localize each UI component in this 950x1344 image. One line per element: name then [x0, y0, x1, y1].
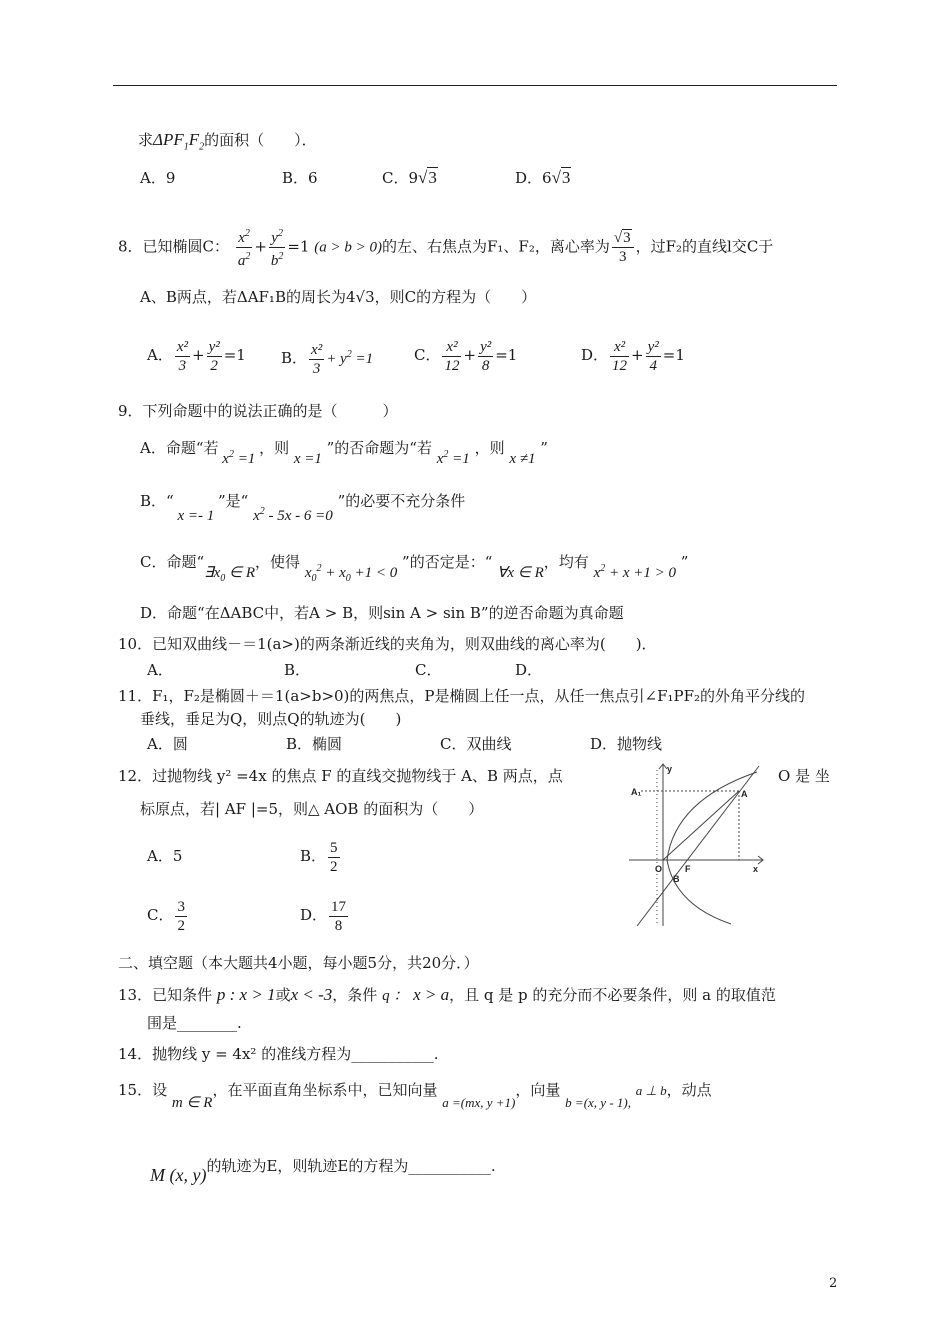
q13-line1: 13．已知条件 p : x > 1或x < -3，条件 q ： x > a，且 q 是 p 的充分而不必要条件，则 a 的取值范 — [118, 985, 776, 1004]
q9-option-a: A．命题“若 $x^2 =1$ ，则 x =1 ”的否命题为“若 $x^2 =1$ ，则 x ≠1 ” — [140, 439, 548, 467]
q8-stem: 8．已知椭圆C： $\frac{x^2}{a^2}$ + $\frac{y^2}{b^2}$ =1 (a > b > 0)的左、右焦点为F₁、F₂，离心率为 $\frac{√3}{3}$ ，过F₂的直线l交C于 — [118, 225, 773, 270]
q11-option-d: D．抛物线 — [590, 735, 663, 753]
fig-label-b: B — [673, 874, 680, 884]
q12-option-a: A．5 — [147, 847, 183, 865]
q9-option-b: B．“ x =- 1 ”是“ $x^2 - 5x - 6 =0$ ”的必要不充分条件 — [140, 492, 466, 524]
q10-option-c: C． — [415, 661, 442, 679]
fig-label-x: x — [753, 864, 759, 874]
q8-option-c: C． $\frac{\text{x²}}{12}$ + $\frac{\text{y²}}{8}$ =1 — [414, 338, 518, 374]
q13-line2: 围是________. — [147, 1014, 242, 1032]
fig-label-y: y — [667, 764, 673, 774]
q10-stem: 10．已知双曲线－＝1(a>)的两条渐近线的夹角为，则双曲线的离心率为( )． — [118, 635, 657, 653]
q10-option-a: A． — [147, 661, 173, 679]
parabola-figure — [627, 760, 767, 926]
q9-stem: 9．下列命题中的说法正确的是（ ） — [118, 402, 398, 420]
q15-line1: 15．设 m ∈ R，在平面直角坐标系中，已知向量 a =(mx, y +1)，向量 b =(x, y - 1), a ⊥ b，动点 — [118, 1081, 712, 1111]
fig-label-o: O — [655, 864, 663, 874]
q7-option-b: B．6 — [282, 169, 318, 187]
q10-option-b: B． — [284, 661, 311, 679]
q8-option-b: B． $\frac{\text{x²}}{3}$ + $y^2 =1$ — [281, 341, 374, 377]
q12-option-c: C． $\frac{3}{2}$ — [147, 898, 185, 934]
q11-line2: 垂线，垂足为Q，则点Q的轨迹为( ) — [140, 710, 402, 728]
q12-option-b: B． $\frac{5}{2}$ — [300, 839, 338, 875]
fig-label-a: A — [741, 789, 748, 799]
q12-line1-tail: O 是 坐 — [778, 767, 830, 785]
q15-line2: M (x, y)的轨迹为E，则轨迹E的方程为___________. — [150, 1157, 496, 1185]
q11-option-c: C．双曲线 — [440, 735, 512, 753]
q11-line1: 11．F₁，F₂是椭圆＋＝1(a>b>0)的两焦点，P是椭圆上任一点，从任一焦点引∠F₁PF₂的外角平分线的 — [118, 687, 806, 705]
q8-option-a: A． $\frac{\text{x²}}{3}$ + $\frac{\text{y²}}{2}$ =1 — [147, 338, 246, 374]
q11-option-a: A．圆 — [147, 735, 188, 753]
q12-option-d: D． $\frac{17}{8}$ — [300, 898, 347, 934]
q7-stem: 求$\Delta PF_1F_2$的面积（ ）． — [138, 130, 317, 153]
q7-option-a: A．9 — [140, 169, 176, 187]
q10-option-d: D． — [515, 661, 543, 679]
q14: 14．抛物线 y = 4x² 的准线方程为___________. — [118, 1045, 439, 1063]
q12-line1: 12．过抛物线 y² =4x 的焦点 F 的直线交抛物线于 A、B 两点，点 — [118, 767, 563, 785]
fig-label-a1: A₁ — [631, 787, 642, 797]
q9-option-c: C．命题“$\exists x_0$ ∈ R，使得 $x_0^2 + x_0 +1 < 0$ ”的否定是：“ ∀x ∈ R，均有 $x^2 + x +1 > 0$ ” — [140, 553, 689, 584]
header-rule — [113, 85, 837, 86]
q11-option-b: B．椭圆 — [286, 735, 343, 753]
q7-option-d: D．6√3 — [515, 168, 571, 187]
q7-option-c: C．9√3 — [382, 168, 437, 187]
section-title: 二、填空题（本大题共4小题，每小题5分，共20分．） — [118, 954, 479, 972]
q8-line2: A、B两点，若ΔAF₁B的周长为4√3，则C的方程为（ ） — [140, 288, 537, 306]
page-number: 2 — [829, 1276, 838, 1291]
fig-label-f: F — [685, 864, 691, 874]
q12-line2: 标原点，若| AF |=5，则△ AOB 的面积为（ ） — [140, 800, 484, 818]
q9-option-d: D．命题“在ΔABC中，若A > B，则sin A > sin B”的逆否命题为真命题 — [140, 604, 624, 622]
q8-option-d: D． $\frac{\text{x²}}{12}$ + $\frac{\text{y²}}{4}$ =1 — [581, 338, 685, 374]
